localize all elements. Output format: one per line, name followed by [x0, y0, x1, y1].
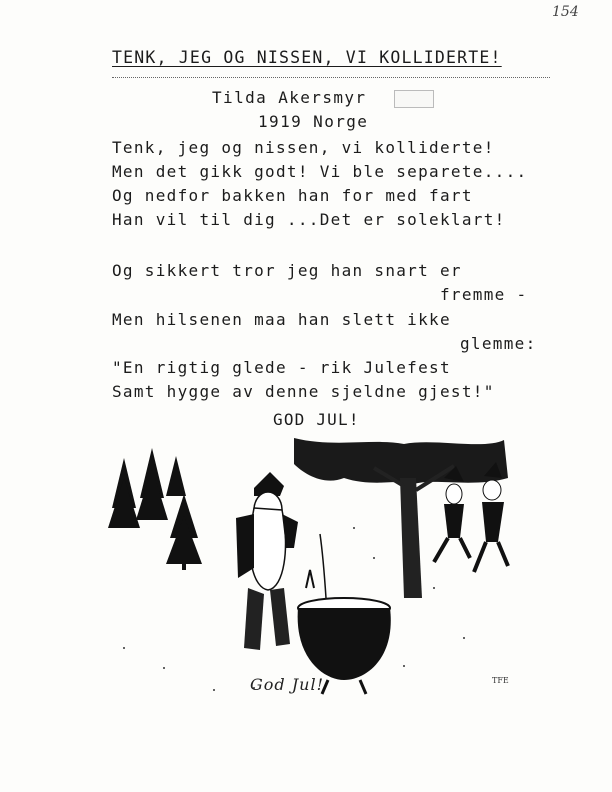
poem-line: "En rigtig glede - rik Julefest — [112, 358, 451, 377]
cauldron — [298, 534, 391, 694]
poem-line: Tenk, jeg og nissen, vi kolliderte! — [112, 138, 495, 157]
title-rule — [112, 77, 550, 78]
poem-line: fremme - — [440, 285, 528, 304]
poem-line: Han vil til dig ...Det er soleklart! — [112, 210, 506, 229]
redaction-box — [394, 90, 434, 108]
author: Tilda Akersmyr — [212, 88, 367, 107]
illustration-caption: God Jul! — [250, 675, 325, 694]
poem-line: glemme: — [460, 334, 537, 353]
poem-line: Men det gikk godt! Vi ble separete.... — [112, 162, 528, 181]
poem-line: Og sikkert tror jeg han snart er — [112, 261, 462, 280]
poem-title: TENK, JEG OG NISSEN, VI KOLLIDERTE! — [112, 48, 502, 67]
poem-line: Men hilsenen maa han slett ikke — [112, 310, 451, 329]
year-place: 1919 Norge — [258, 112, 369, 131]
oak-tree — [294, 438, 508, 598]
pine-trees — [108, 448, 202, 570]
poem-line: Samt hygge av denne sjeldne gjest!" — [112, 382, 495, 401]
poem-line: Og nedfor bakken han for med fart — [112, 186, 473, 205]
artist-mark: TFE — [492, 676, 509, 685]
closing-greeting: GOD JUL! — [273, 410, 360, 429]
santa-elf — [236, 472, 298, 650]
christmas-illustration — [104, 438, 516, 706]
page-number: 154 — [552, 4, 579, 20]
